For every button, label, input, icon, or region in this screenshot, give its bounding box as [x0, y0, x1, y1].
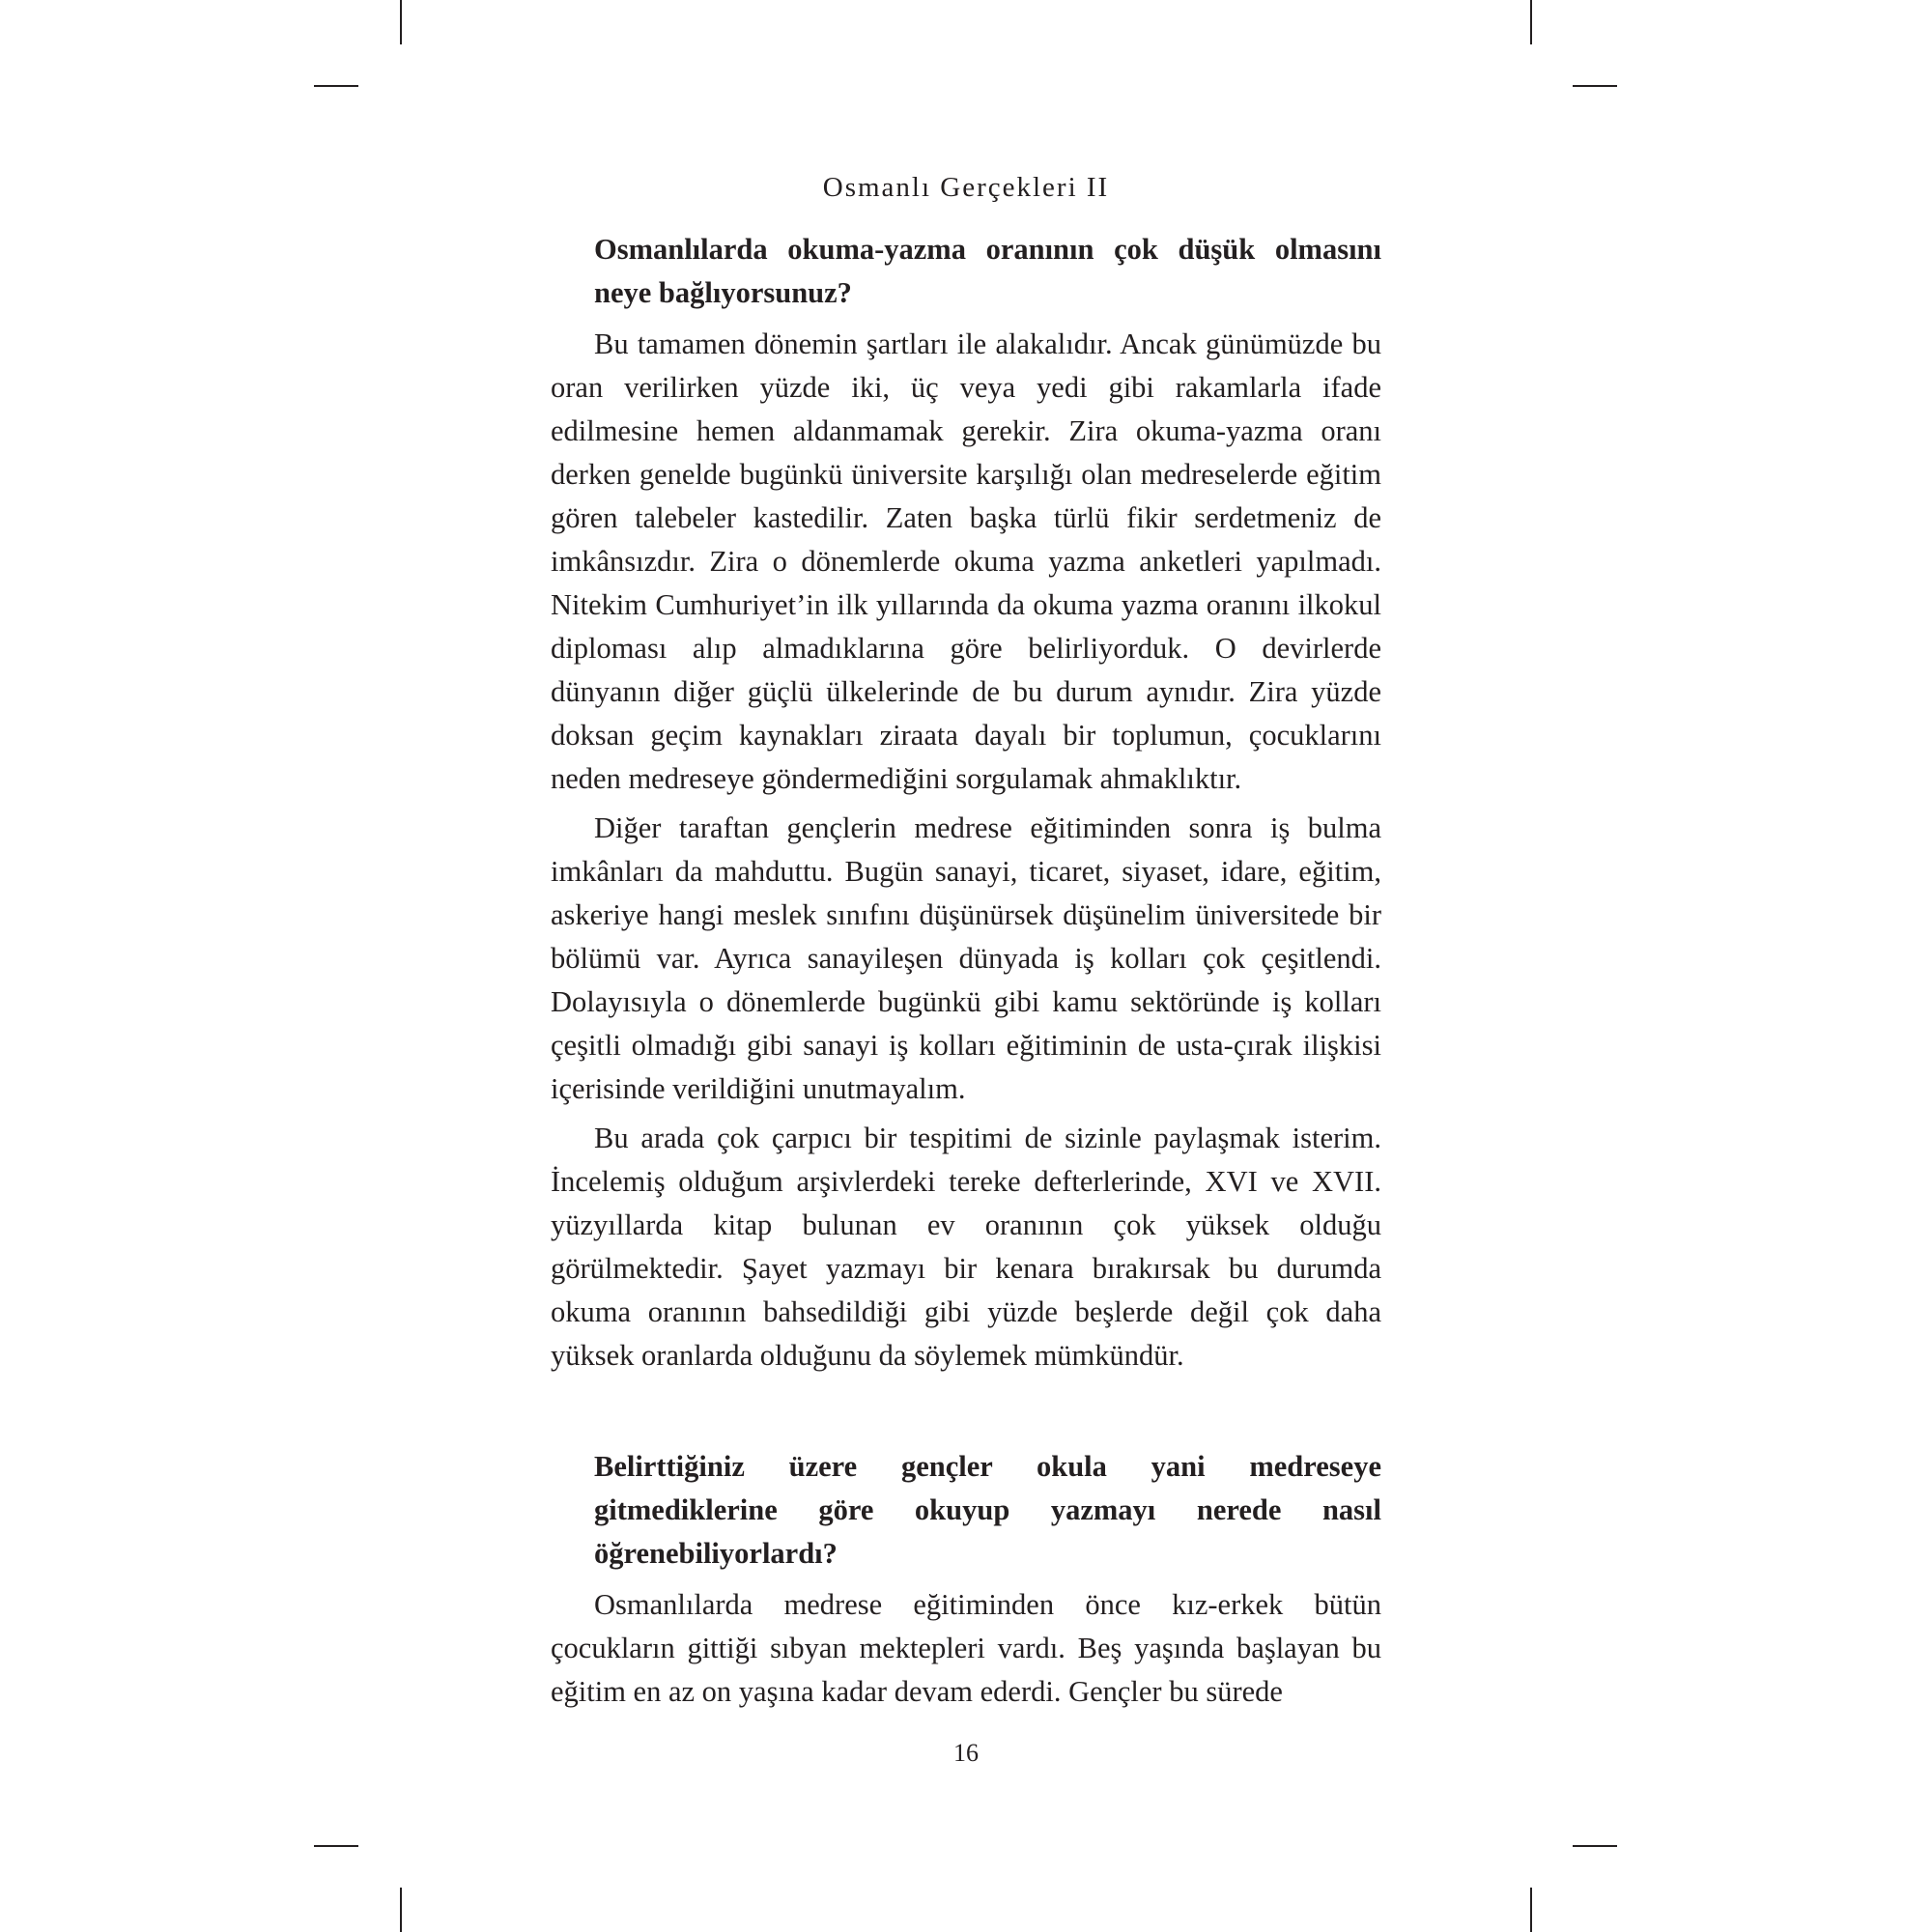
paragraph: Osmanlılarda medrese eğitiminden önce kız-erkek bütün çocukların gittiği sıbyan mektepleri vardı. Beş yaşında başlayan bu eğitim en az on yaşına kadar devam ederdi. Gençler bu sürede	[551, 1588, 1381, 1708]
paragraph: Bu arada çok çarpıcı bir tespitimi de sizinle paylaşmak isterim. İncelemiş olduğum arşivlerdeki tereke defterlerinde, XVI ve XVII. yüzyıllarda kitap bulunan ev oranının çok yüksek olduğu görülmektedir. Şayet yazmayı bir kenara bırakırsak bu durumda okuma oranının bahsedildiği gibi yüzde beşlerde değil çok daha yüksek oranlarda olduğunu da söylemek mümkündür.	[551, 1122, 1381, 1372]
page-body	[551, 228, 1381, 1714]
crop-mark-bottom-left	[400, 1888, 402, 1932]
crop-mark-left-top	[314, 85, 358, 87]
crop-mark-top-right	[1530, 0, 1532, 44]
crop-mark-right-bottom	[1573, 1845, 1617, 1847]
question-heading: Belirttiğiniz üzere gençler okula yani medreseye gitmediklerine göre okuyup yazmayı nerede nasıl öğrenebiliyorlardı?	[594, 1450, 1381, 1570]
crop-mark-left-bottom	[314, 1845, 358, 1847]
question-heading: Osmanlılarda okuma-yazma oranının çok düşük olmasını neye bağlıyorsunuz?	[594, 233, 1381, 309]
paragraph: Diğer taraftan gençlerin medrese eğitiminden sonra iş bulma imkânları da mahduttu. Bugün sanayi, ticaret, siyaset, idare, eğitim, askeriye hangi meslek sınıfını düşünürsek düşünelim üniversitede bir bölümü var. Ayrıca sanayileşen dünyada iş kolları çok çeşitlendi. Dolayısıyla o dönemlerde bugünkü gibi kamu sektöründe iş kolları çeşitli olmadığı gibi sanayi iş kolları eğitiminin de usta-çırak ilişkisi içerisinde verildiğini unutmayalım.	[551, 811, 1381, 1105]
page-number: 16	[953, 1739, 979, 1767]
crop-mark-right-top	[1573, 85, 1617, 87]
paragraph: Bu tamamen dönemin şartları ile alakalıdır. Ancak günümüzde bu oran verilirken yüzde iki, üç veya yedi gibi rakamlarla ifade edilmesine hemen aldanmamak gerekir. Zira okuma-yazma oranı derken genelde bugünkü üniversite karşılığı olan medreselerde eğitim gören talebeler kastedilir. Zaten başka türlü fikir serdetmeniz de imkânsızdır. Zira o dönemlerde okuma yazma anketleri yapılmadı. Nitekim Cumhuriyet’in ilk yıllarında da okuma yazma oranını ilkokul diploması alıp almadıklarına göre belirliyorduk. O devirlerde dünyanın diğer güçlü ülkelerinde de bu durum aynıdır. Zira yüzde doksan geçim kaynakları ziraata dayalı bir toplumun, çocuklarını neden medreseye göndermediğini sorgulamak ahmaklıktır.	[551, 327, 1381, 795]
running-head: Osmanlı Gerçekleri II	[822, 172, 1110, 203]
crop-mark-bottom-right	[1530, 1888, 1532, 1932]
crop-mark-top-left	[400, 0, 402, 44]
